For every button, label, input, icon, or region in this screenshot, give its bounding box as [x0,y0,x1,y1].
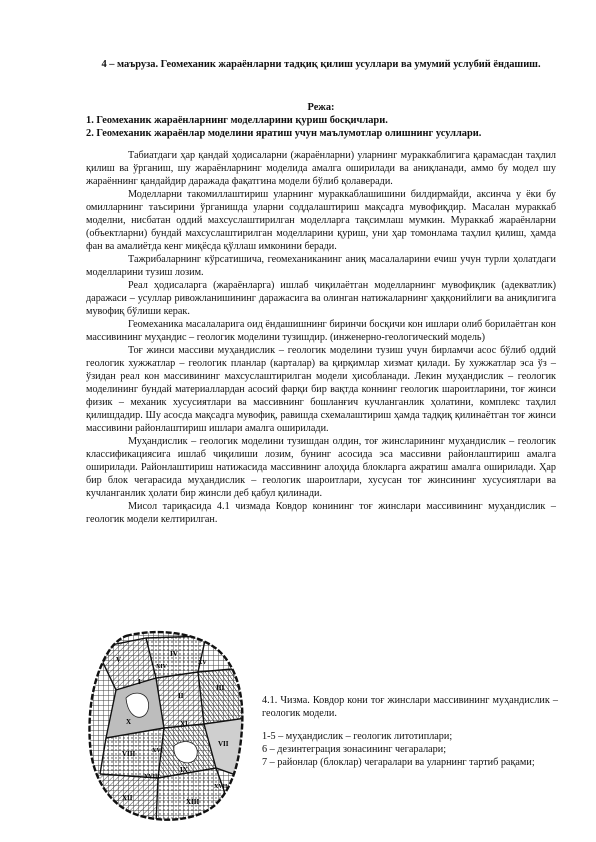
block-label: IV [170,650,178,658]
block-label: XII [122,794,133,802]
block-label: XVIII [144,774,160,780]
block-label: II [178,692,184,700]
legend-item-2: 6 – дезинтеграция зонасининг чегаралари; [262,744,447,755]
paragraph-3: Тажрибаларнинг кўрсатишича, геомеханиканинг аниқ масалаларини ечиш учун турли ҳолатдаги моделларини тузиш лозим. [86,254,556,278]
block-label: V [116,656,122,664]
geological-model-map [86,628,246,824]
block-label: XVI [152,748,164,754]
block-label: X [126,718,132,726]
plan-heading: Режа: [307,102,335,113]
block-label: I [138,678,141,686]
block-label: XVII [214,784,228,790]
legend-item-1: 1-5 – муҳандислик – геологик литотиплари; [262,731,453,742]
plan-item-2: 2. Геомеханик жараёнлар моделини яратиш учун маълумотлар олишнинг усуллари. [86,128,482,139]
block-label: III [216,684,225,692]
lecture-title: 4 – маъруза. Геомеханик жараёнларни тадқиқ қилиш усуллари ва умумий услубий ёндашиш. [101,59,541,70]
block-label: XI [180,720,188,728]
figure-caption-block [262,694,558,769]
block-label: XIII [186,798,200,806]
body-text [86,149,556,526]
paragraph-6: Тоғ жинси массиви муҳандислик – геологик моделини тузиш учун бирламчи асос бўлиб оддий геологик хужжатлар – геологик планлар (карталар) ва қирқимлар хизмат қилади. Бу хужжатлар эса ўз – ўзидан реал кон массивининг махсуслаштирилган модели ҳисобланади. Лекин муҳандислик – геологик моделининг бундай материаллардан асосий фарқи бир вақтда коннинг геологик шароитларини, тоғ жинси физик – механик хусусиятлари ва массивнинг бошланғич кучланганлик ҳолатини, комплекс таҳлил қилишдадир. Шу асосда мақсадга мувофиқ, равишда схемалаштириш ҳамда тадқиқ қилинаётган тоғ жинси массивини районлаштириш ишлари амалга оширилади. [86,345,556,434]
paragraph-1: Табиатдаги ҳар қандай ҳодисаларни (жараёнларни) уларнинг мураккаблигига қарамасдан таҳлил қилиш ва ўрганиш, шу жараёнларнинг моделида амалга оширилади ва аниқланади, аммо бу модел шу жараённинг қандайдир даражада фақатгина модели бўлиб қолаверади. [86,150,556,187]
paragraph-8: Мисол тариқасида 4.1 чизмада Ковдор конининг тоғ жинслари массивининг муҳандислик – геологик модели келтирилган. [86,501,556,525]
paragraph-5: Геомеханика масалаларига оид ёндашишнинг биринчи босқичи кон ишлари олиб борилаётган кон массивининг муҳандис – геологик моделини тузишдир. (инженерно-геологический модель) [86,319,556,343]
block-label: IX [180,766,188,774]
figure-4-1 [86,628,246,824]
block-label: XIV [156,664,168,670]
block-label: XV [198,660,207,666]
figure-caption: 4.1. Чизма. Ковдор кони тоғ жинслари массивининг муҳандислик – геологик модели. [262,695,558,719]
paragraph-7: Муҳандислик – геологик моделини тузишдан олдин, тоғ жинсларининг муҳандислик – геологик классификациясига ишлаб чиқилиши лозим, бунинг асосида эса массивни районлаштириш амалга оширилади. Районлаштириш натижасида массивнинг алоҳида блокларга ажратиш амалга оширилади. Ҳар бир блок чегарасида муҳандислик – геологик шароитлари, хусусан тоғ жинсининг хусусиятлари ва кучланганлик ҳолати бир жинсли деб қабул қилинади. [86,436,556,499]
legend-item-3: 7 – районлар (блоклар) чегаралари ва уларнинг тартиб рақами; [262,757,535,768]
paragraph-2: Моделларни такомиллаштириш уларнинг мураккаблашишини билдирмайди, аксинча у ёки бу омилларнинг таъсирини ўрганишда уларни соддалаштириш мақсадга мувофиқдир. Масалан мураккаб моделни, нисбатан оддий махсуслаштирилган моделларга тақсимлаш мумкин. Мураккаб жараёнларни (объектларни) бундай махсуслаштирилган моделларини қуриш, уни ҳар томонлама таҳлил қилиш, ҳамда фан ва амалиётда кенг миқёсда қўллаш имконини беради. [86,189,556,252]
block-label: VII [218,740,229,748]
block-label: VIII [122,750,136,758]
plan-item-1: 1. Геомеханик жараёнларнинг моделларини қуриш босқичлари. [86,115,388,126]
paragraph-4: Реал ҳодисаларга (жараёнларга) ишлаб чиқилаётган моделларнинг мувофиқлик (адекватлик) даражаси – усуллар ривожланишининг даражасига ва олинган натижаларнинг ҳаққонийлиги ва аниқлигига мувофиқ бўлиши керак. [86,280,556,317]
